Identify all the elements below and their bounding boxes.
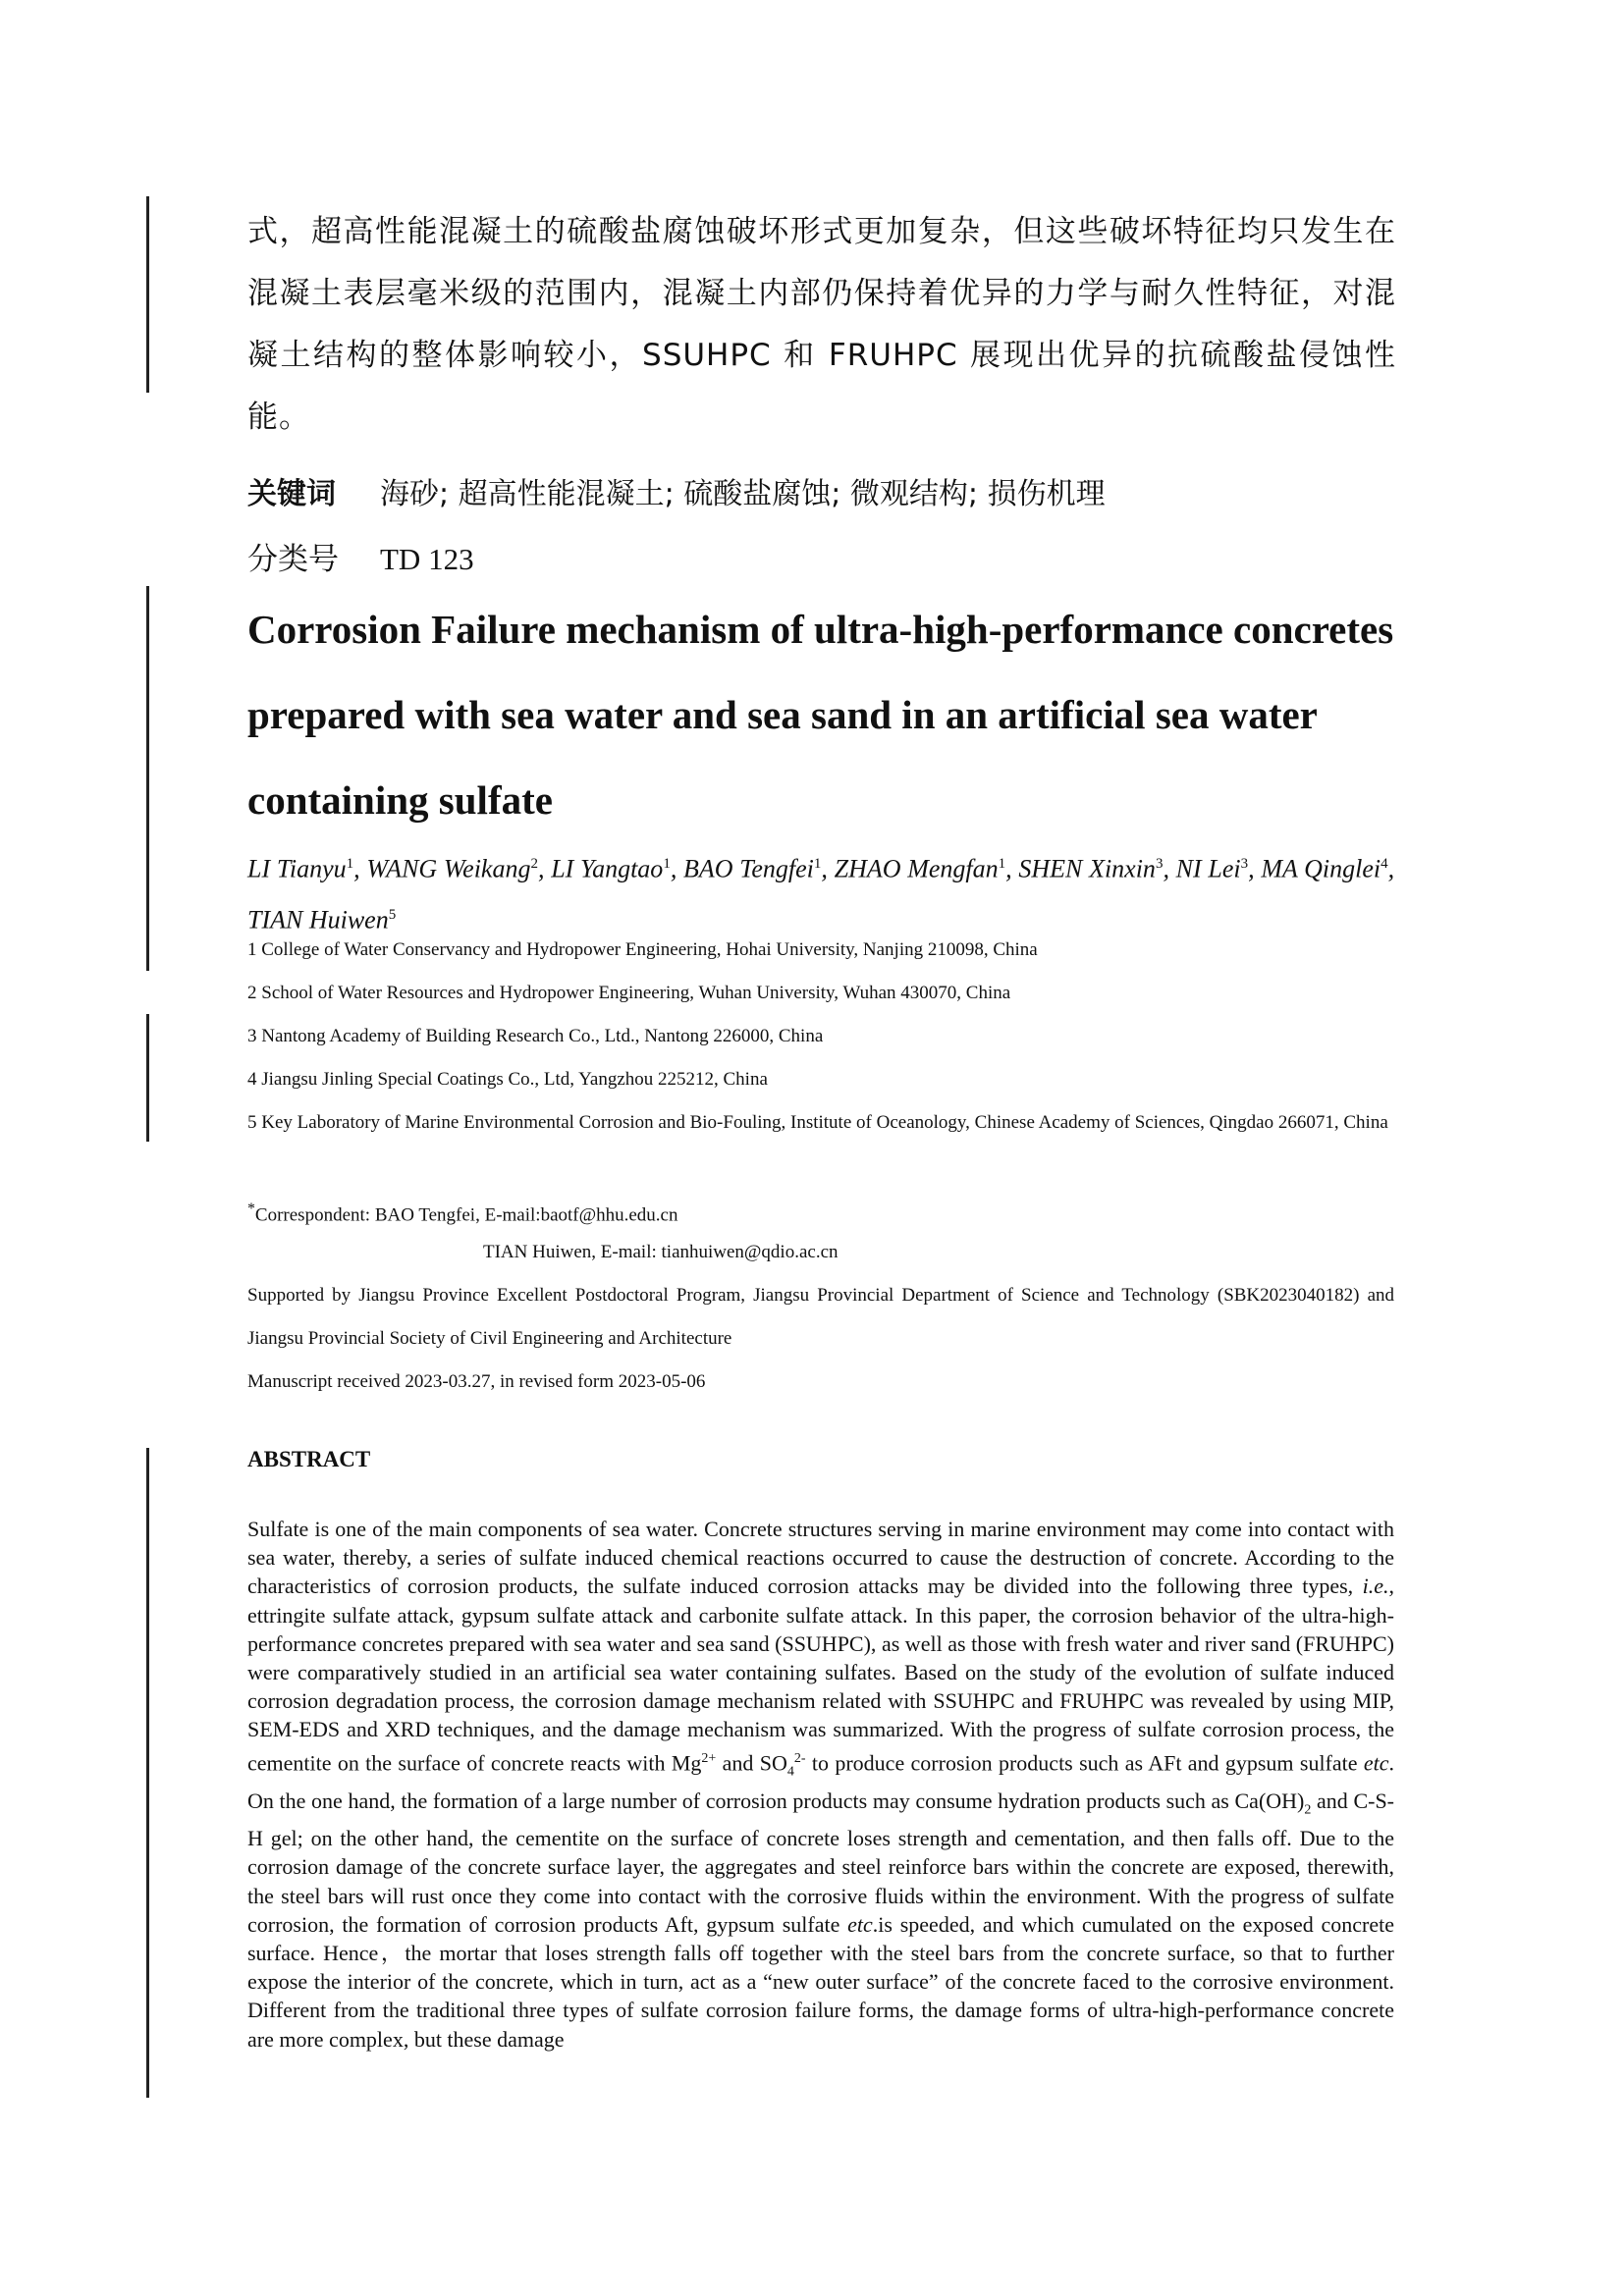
affiliation: 4 Jiangsu Jinling Special Coatings Co., Ltd, Yangzhou 225212, China [247, 1069, 768, 1090]
classification-label: 分类号 [247, 542, 339, 577]
author-list: LI Tianyu$^1$, WANG Weikang$^2$, LI Yangtao$^1$, BAO Tengfei$^1$, ZHAO Mengfan$^1$, SHEN Xinxin$^3$, NI Lei$^3$, MA Qinglei$^4$, TIAN Huiwen$^5$ [247, 854, 1395, 934]
correspondent-line [247, 1188, 1394, 1237]
correspondent-mark: * [247, 1201, 255, 1217]
author-aff: 2 [530, 856, 538, 872]
affiliation: 5 Key Laboratory of Marine Environmental Corrosion and Bio-Fouling, Institute of Oceanology, Chinese Academy of Sciences, Qingdao 266071, China [247, 1112, 1388, 1133]
revision-bar [146, 1448, 149, 2098]
author: TIAN Huiwen [247, 905, 389, 934]
revision-bar [146, 196, 149, 393]
paper-title: Corrosion Failure mechanism of ultra-high-performance concretes prepared with sea water and sea sand in an artificial sea water containing sulfate [247, 607, 1394, 823]
author: LI Yangtao [551, 854, 664, 883]
keywords-line [247, 469, 1106, 512]
abstract-body: Sulfate is one of the main components of sea water. Concrete structures serving in marine environment may come into contact with sea water, thereby, a series of sulfate induced chemical reactions occurred to cause the destruction of concrete. According to the characteristics of corrosion products, the sulfate induced corrosion attacks may be divided into the following three types, i.e., ettringite sulfate attack, gypsum sulfate attack and carbonite sulfate attack. In this paper, the corrosion behavior of the ultra-high-performance concretes prepared with sea water and sea sand (SSUHPC), as well as those with fresh water and river sand (FRUHPC) were comparatively studied in an artificial sea water containing sulfates. Based on the study of the evolution of sulfate induced corrosion degradation process, the corrosion damage mechanism related with SSUHPC and FRUHPC was revealed by using MIP, SEM-EDS and XRD techniques, and the damage mechanism was summarized. With the progress of sulfate corrosion process, the cementite on the surface of concrete reacts with $Mg^{2+}$ and $SO_4^{2-}$ to produce corrosion products such as AFt and gypsum sulfate etc. On the one hand, the formation of a large number of corrosion products may consume hydration products such as $Ca(OH)_2$ and C-S-H gel; on the other hand, the cementite on the surface of concrete loses strength and cementation, and then falls off. Due to the corrosion damage of the concrete surface layer, the aggregates and steel reinforce bars within the concrete are exposed, therewith, the steel bars will rust once they come into contact with the corrosive fluids within the environment. With the progress of sulfate corrosion, the formation of corrosion products Aft, gypsum sulfate etc.is speeded, and which cumulated on the exposed concrete surface. Hence，the mortar that loses strength falls off together with the steel bars from the concrete surface, so that to further expose the interior of the concrete, which in turn, act as a “new outer surface” of the concrete faced to the corrosive environment. Different from the traditional three types of sulfate corrosion failure forms, the damage forms of ultra-high-performance concrete are more complex, but these damage [247, 1517, 1395, 2052]
classification-line [247, 534, 474, 578]
author-aff: 1 [663, 856, 671, 872]
manuscript-dates: Manuscript received 2023-03.27, in revised form 2023-05-06 [247, 1371, 706, 1392]
correspondent-line-2: TIAN Huiwen, E-mail: tianhuiwen@qdio.ac.cn [483, 1242, 839, 1262]
keywords-value: 海砂; 超高性能混凝土; 硫酸盐腐蚀; 微观结构; 损伤机理 [380, 477, 1106, 511]
author-aff: 3 [1155, 856, 1164, 872]
affiliation: 1 College of Water Conservancy and Hydropower Engineering, Hohai University, Nanjing 210098, China [247, 939, 1038, 960]
keywords-label: 关键词 [247, 477, 336, 511]
author: ZHAO Mengfan [834, 854, 999, 883]
abstract-heading: ABSTRACT [247, 1447, 371, 1471]
author: NI Lei [1175, 854, 1241, 883]
author-aff: 4 [1380, 856, 1388, 872]
author: SHEN Xinxin [1018, 854, 1156, 883]
funding-note: Supported by Jiangsu Province Excellent Postdoctoral Program, Jiangsu Provincial Department of Science and Technology (SBK2023040182) and Jiangsu Provincial Society of Civil Engineering and Architecture [247, 1285, 1394, 1349]
author: MA Qinglei [1261, 854, 1381, 883]
correspondent-primary: Correspondent: BAO Tengfei, E-mail:baotf@hhu.edu.cn [254, 1204, 678, 1226]
revision-bar [146, 1014, 149, 1142]
author-aff: 3 [1240, 856, 1249, 872]
author: BAO Tengfei [683, 854, 814, 883]
author: WANG Weikang [366, 854, 531, 883]
author-aff: 1 [998, 856, 1006, 872]
affiliation: 3 Nantong Academy of Building Research Co., Ltd., Nantong 226000, China [247, 1026, 824, 1046]
author-aff: 1 [813, 856, 822, 872]
revision-bar [146, 586, 149, 971]
author: LI Tianyu [247, 854, 347, 883]
classification-value: TD 123 [380, 542, 474, 576]
affiliation: 2 School of Water Resources and Hydropower Engineering, Wuhan University, Wuhan 430070, China [247, 983, 1011, 1003]
chinese-abstract-end: 式，超高性能混凝土的硫酸盐腐蚀破坏形式更加复杂，但这些破坏特征均只发生在混凝土表层毫米级的范围内，混凝土内部仍保持着优异的力学与耐久性特征，对混凝土结构的整体影响较小，SSUHPC 和 FRUHPC 展现出优异的抗硫酸盐侵蚀性能。 [247, 214, 1396, 435]
author-aff: 1 [346, 856, 354, 872]
author-aff: 5 [388, 906, 397, 923]
